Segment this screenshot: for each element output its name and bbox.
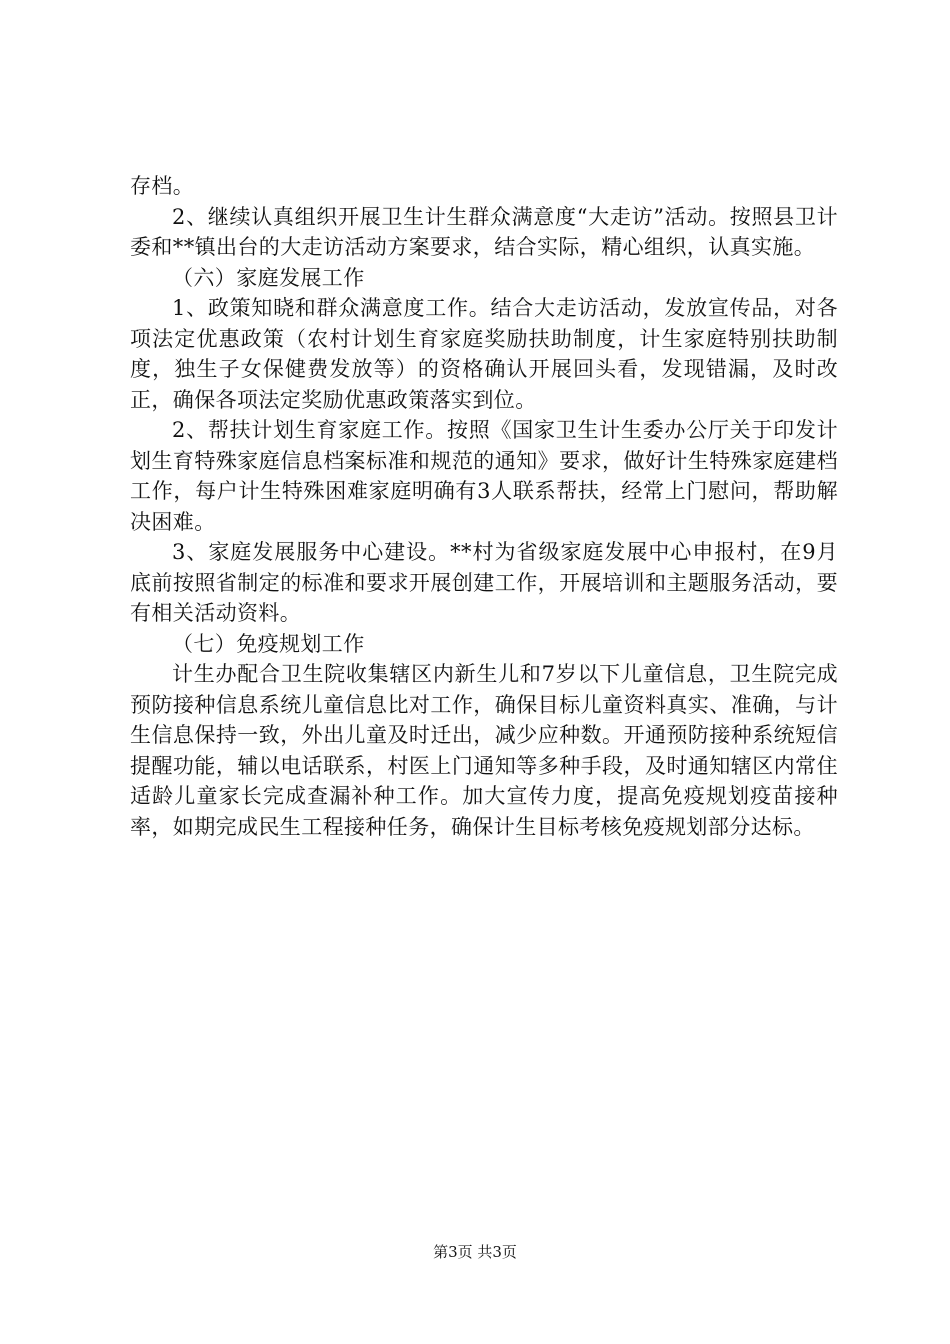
paragraph-item-2-visit: 2、继续认真组织开展卫生计生群众满意度“大走访”活动。按照县卫计委和**镇出台的大走访活动方案要求，结合实际，精心组织，认真实施。 [130, 204, 838, 259]
document-body [130, 171, 838, 842]
paragraph-item-3-service-center: 3、家庭发展服务中心建设。**村为省级家庭发展中心申报村，在9月底前按照省制定的标准和要求开展创建工作，开展培训和主题服务活动，要有相关活动资料。 [130, 540, 838, 625]
section-heading-immunization: （七）免疫规划工作 [172, 631, 365, 656]
paragraph-item-2-assistance: 2、帮扶计划生育家庭工作。按照《国家卫生计生委办公厅关于印发计划生育特殊家庭信息档案标准和规范的通知》要求，做好计生特殊家庭建档工作，每户计生特殊困难家庭明确有3人联系帮扶，经常上门慰问，帮助解决困难。 [130, 418, 838, 534]
page-number-footer: 第3页 共3页 [433, 1243, 517, 1261]
paragraph-immunization-body: 计生办配合卫生院收集辖区内新生儿和7岁以下儿童信息，卫生院完成预防接种信息系统儿童信息比对工作，确保目标儿童资料真实、准确，与计生信息保持一致，外出儿童及时迁出，减少应种数。开通预防接种系统短信提醒功能，辅以电话联系，村医上门通知等多种手段，及时通知辖区内常住适龄儿童家长完成查漏补种工作。加大宣传力度，提高免疫规划疫苗接种率，如期完成民生工程接种任务，确保计生目标考核免疫规划部分达标。 [130, 662, 838, 839]
paragraph-item-1-policy: 1、政策知晓和群众满意度工作。结合大走访活动，发放宣传品，对各项法定优惠政策（农村计划生育家庭奖励扶助制度，计生家庭特别扶助制度，独生子女保健费发放等）的资格确认开展回头看，发现错漏，及时改正，确保各项法定奖励优惠政策落实到位。 [130, 296, 838, 412]
paragraph-continuation: 存档。 [130, 174, 195, 198]
section-heading-family-development: （六）家庭发展工作 [172, 265, 365, 290]
